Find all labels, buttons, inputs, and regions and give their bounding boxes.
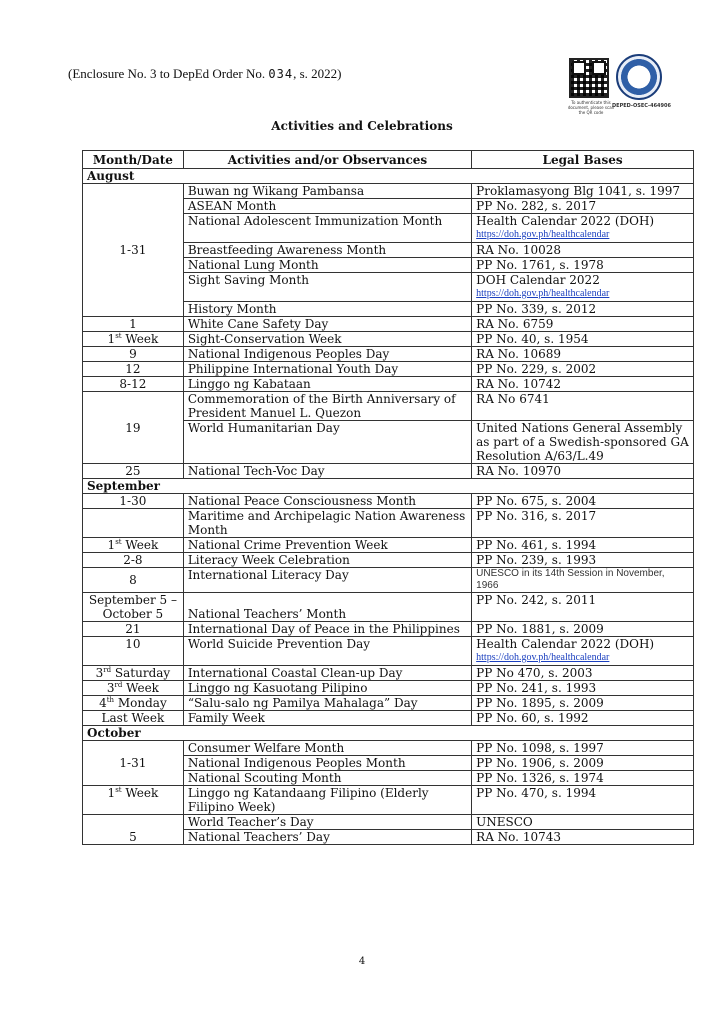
activity-cell: World Humanitarian Day — [183, 421, 471, 464]
table-row — [83, 568, 694, 593]
table-row — [83, 637, 694, 666]
health-calendar-link[interactable]: https://doh.gov.ph/healthcalendar — [476, 229, 610, 240]
table-row — [83, 815, 694, 830]
date-cell: 10 — [83, 637, 184, 666]
month-row-august — [83, 169, 694, 184]
activity-cell: National Crime Prevention Week — [183, 538, 471, 553]
date-unit: Monday — [114, 696, 167, 710]
legal-cell — [472, 637, 694, 666]
activity-cell: National Teachers’ Day — [183, 830, 471, 845]
ordinal-number: 1 — [107, 332, 116, 346]
ordinal-suffix: st — [115, 332, 122, 340]
activity-cell: Commemoration of the Birth Anniversary of President Manuel L. Quezon — [183, 392, 471, 421]
activity-cell: Breastfeeding Awareness Month — [183, 243, 471, 258]
table-row — [83, 332, 694, 347]
activity-cell: Linggo ng Kasuotang Pilipino — [183, 681, 471, 696]
legal-cell: PP No. 675, s. 2004 — [472, 494, 694, 509]
activity-cell: Family Week — [183, 711, 471, 726]
legal-cell — [472, 273, 694, 302]
date-cell: 12 — [83, 362, 184, 377]
activity-cell: National Lung Month — [183, 258, 471, 273]
legal-cell: RA No. 10742 — [472, 377, 694, 392]
legal-cell: PP No. 1098, s. 1997 — [472, 741, 694, 756]
legal-cell: RA No. 10970 — [472, 464, 694, 479]
activity-cell: Consumer Welfare Month — [183, 741, 471, 756]
legal-cell: PP No. 461, s. 1994 — [472, 538, 694, 553]
column-header-legal-bases: Legal Bases — [472, 151, 694, 169]
qr-code-icon — [569, 58, 609, 98]
activity-cell: Maritime and Archipelagic Nation Awareness Month — [183, 509, 471, 538]
legal-cell: UNESCO — [472, 815, 694, 830]
date-unit: Week — [121, 332, 159, 346]
legal-cell: PP No. 1761, s. 1978 — [472, 258, 694, 273]
date-cell: 21 — [83, 622, 184, 637]
date-cell — [83, 681, 184, 696]
table-row — [83, 509, 694, 538]
activity-cell: Linggo ng Kabataan — [183, 377, 471, 392]
date-cell: 9 — [83, 347, 184, 362]
table-row — [83, 666, 694, 681]
ordinal-suffix: rd — [114, 681, 123, 689]
ordinal-suffix: rd — [103, 666, 112, 674]
activity-cell: National Scouting Month — [183, 771, 471, 786]
activity-cell: International Literacy Day — [183, 568, 471, 593]
date-cell: 19 — [83, 392, 184, 464]
month-label: October — [83, 726, 694, 741]
ordinal-suffix: st — [115, 786, 122, 794]
legal-cell: United Nations General Assembly as part of a Swedish-sponsored GA Resolution A/63/L.49 — [472, 421, 694, 464]
legal-cell: PP No. 60, s. 1992 — [472, 711, 694, 726]
seal-code: DEPED-OSEC-464906 — [612, 103, 671, 109]
activity-cell: International Coastal Clean-up Day — [183, 666, 471, 681]
activity-cell: Sight-Conservation Week — [183, 332, 471, 347]
ordinal-number: 4 — [99, 696, 107, 710]
date-cell: 25 — [83, 464, 184, 479]
table-row — [83, 464, 694, 479]
legal-cell: PP No. 339, s. 2012 — [472, 302, 694, 317]
date-cell: 1-31 — [83, 741, 184, 786]
date-cell: 2-8 — [83, 553, 184, 568]
ordinal-suffix: st — [115, 538, 122, 546]
table-row — [83, 317, 694, 332]
legal-cell: RA No. 10743 — [472, 830, 694, 845]
activity-cell: International Day of Peace in the Philippines — [183, 622, 471, 637]
legal-cell: RA No. 6759 — [472, 317, 694, 332]
legal-cell: PP No. 1326, s. 1974 — [472, 771, 694, 786]
legal-cell: PP No. 242, s. 2011 — [472, 593, 694, 622]
table-row — [83, 786, 694, 815]
date-cell: 8-12 — [83, 377, 184, 392]
activities-table — [82, 150, 694, 845]
qr-note: To authenticate this document, please scan the QR code — [567, 100, 615, 115]
legal-cell — [472, 214, 694, 243]
legal-cell: PP No. 239, s. 1993 — [472, 553, 694, 568]
date-cell: 1-30 — [83, 494, 184, 509]
activity-cell: National Teachers’ Month — [183, 593, 471, 622]
column-header-month-date: Month/Date — [83, 151, 184, 169]
date-cell: 5 — [83, 815, 184, 845]
health-calendar-link[interactable]: https://doh.gov.ph/healthcalendar — [476, 652, 610, 663]
legal-cell: PP No. 40, s. 1954 — [472, 332, 694, 347]
date-cell — [83, 696, 184, 711]
order-number: 034 — [268, 67, 294, 81]
table-header-row — [83, 151, 694, 169]
ordinal-number: 3 — [95, 666, 104, 680]
date-cell — [83, 538, 184, 553]
legal-text: Health Calendar 2022 (DOH) — [476, 214, 655, 228]
activity-cell: National Indigenous Peoples Day — [183, 347, 471, 362]
activity-cell: Buwan ng Wikang Pambansa — [183, 184, 471, 199]
date-cell — [83, 509, 184, 538]
activity-cell: World Teacher’s Day — [183, 815, 471, 830]
page-number: 4 — [358, 956, 366, 967]
ordinal-number: 3 — [106, 681, 115, 695]
table-row — [83, 741, 694, 756]
legal-cell: RA No. 10028 — [472, 243, 694, 258]
legal-cell: UNESCO in its 14th Session in November, 1966 — [472, 568, 694, 593]
legal-text: DOH Calendar 2022 — [476, 273, 600, 287]
activity-cell: ASEAN Month — [183, 199, 471, 214]
activity-cell: National Peace Consciousness Month — [183, 494, 471, 509]
enclosure-prefix: (Enclosure No. 3 to DepEd Order No. — [68, 66, 269, 81]
activity-cell: World Suicide Prevention Day — [183, 637, 471, 666]
table-row — [83, 538, 694, 553]
date-cell: September 5 –October 5 — [83, 593, 184, 622]
date-cell — [83, 786, 184, 815]
activity-cell: “Salu-salo ng Pamilya Mahalaga” Day — [183, 696, 471, 711]
table-row — [83, 681, 694, 696]
table-row — [83, 362, 694, 377]
table-row — [83, 347, 694, 362]
date-cell: 8 — [83, 568, 184, 593]
date-unit: Week — [121, 786, 159, 800]
legal-cell: PP No. 282, s. 2017 — [472, 199, 694, 214]
date-cell: 1-31 — [83, 184, 184, 317]
table-row — [83, 494, 694, 509]
legal-cell: PP No. 229, s. 2002 — [472, 362, 694, 377]
legal-cell: RA No. 10689 — [472, 347, 694, 362]
legal-cell: PP No. 1881, s. 2009 — [472, 622, 694, 637]
table-row — [83, 593, 694, 622]
legal-cell: PP No 470, s. 2003 — [472, 666, 694, 681]
date-cell — [83, 666, 184, 681]
legal-cell: PP No. 241, s. 1993 — [472, 681, 694, 696]
activity-cell: Literacy Week Celebration — [183, 553, 471, 568]
month-label: August — [83, 169, 694, 184]
legal-cell: PP No. 470, s. 1994 — [472, 786, 694, 815]
legal-cell: PP No. 1906, s. 2009 — [472, 756, 694, 771]
month-row-october — [83, 726, 694, 741]
ordinal-number: 1 — [107, 538, 116, 552]
legal-cell: RA No 6741 — [472, 392, 694, 421]
deped-seal-icon — [616, 54, 662, 100]
date-cell: 1 — [83, 317, 184, 332]
activity-cell: Linggo ng Katandaang Filipino (Elderly Filipino Week) — [183, 786, 471, 815]
date-unit: Week — [122, 681, 159, 695]
activity-cell: White Cane Safety Day — [183, 317, 471, 332]
activity-cell: National Adolescent Immunization Month — [183, 214, 471, 243]
legal-text: Health Calendar 2022 (DOH) — [476, 637, 655, 651]
activity-cell: National Indigenous Peoples Month — [183, 756, 471, 771]
table-row — [83, 377, 694, 392]
table-row — [83, 696, 694, 711]
enclosure-reference — [68, 66, 341, 82]
legal-cell: PP No. 1895, s. 2009 — [472, 696, 694, 711]
date-cell — [83, 332, 184, 347]
table-row — [83, 553, 694, 568]
activity-cell: National Tech-Voc Day — [183, 464, 471, 479]
table-row — [83, 184, 694, 199]
date-unit: Saturday — [111, 666, 171, 680]
activity-cell: History Month — [183, 302, 471, 317]
table-row — [83, 622, 694, 637]
table-row — [83, 392, 694, 421]
legal-cell: Proklamasyong Blg 1041, s. 1997 — [472, 184, 694, 199]
enclosure-suffix: , s. 2022) — [293, 66, 342, 81]
legal-cell: PP No. 316, s. 2017 — [472, 509, 694, 538]
month-row-september — [83, 479, 694, 494]
table-row — [83, 711, 694, 726]
ordinal-suffix: th — [106, 696, 115, 704]
ordinal-number: 1 — [107, 786, 116, 800]
health-calendar-link[interactable]: https://doh.gov.ph/healthcalendar — [476, 288, 610, 299]
activity-cell: Sight Saving Month — [183, 273, 471, 302]
date-cell: Last Week — [83, 711, 184, 726]
activity-cell: Philippine International Youth Day — [183, 362, 471, 377]
month-label: September — [83, 479, 694, 494]
page-title: Activities and Celebrations — [271, 119, 453, 133]
column-header-activities: Activities and/or Observances — [183, 151, 471, 169]
date-unit: Week — [121, 538, 159, 552]
